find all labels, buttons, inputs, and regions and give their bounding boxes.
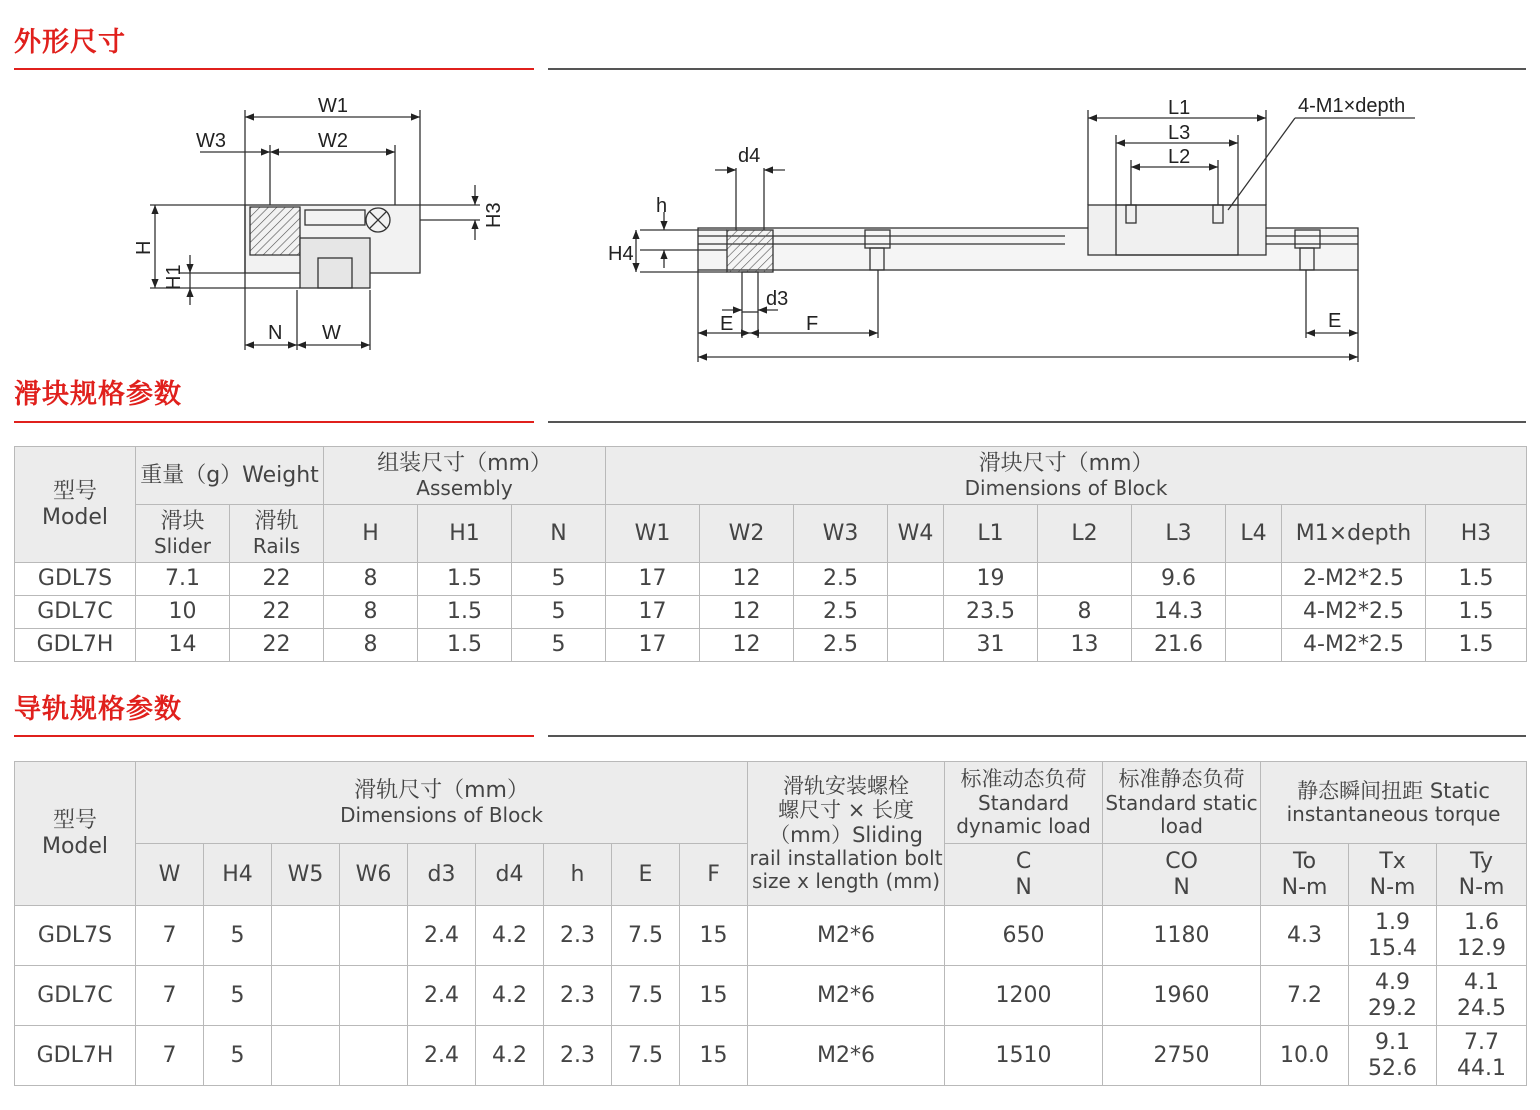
table-cell: 31 <box>944 629 1038 662</box>
header-col: d3 <box>408 844 476 906</box>
header-slider: 滑块 Slider <box>136 505 230 563</box>
table-cell: 10.0 <box>1261 1026 1349 1086</box>
header-rails: 滑轨 Rails <box>230 505 324 563</box>
table-cell: 1.5 <box>418 563 512 596</box>
rail-spec-table <box>14 761 1527 1086</box>
header-col: L3 <box>1132 505 1226 563</box>
label-w1: W1 <box>318 95 348 117</box>
label-n: N <box>268 322 283 344</box>
torque-cell-tx <box>1349 1026 1437 1086</box>
table-cell: 7.5 <box>612 1026 680 1086</box>
label-l3: L3 <box>1168 122 1191 144</box>
table-cell: 2.5 <box>794 596 888 629</box>
header-ty: Ty N-m <box>1437 844 1527 906</box>
table-cell: 5 <box>204 1026 272 1086</box>
table-cell: 7.5 <box>612 966 680 1026</box>
table-cell: 1.5 <box>418 629 512 662</box>
section-title-outline: 外形尺寸 <box>14 27 126 58</box>
table-cell: 12 <box>700 629 794 662</box>
table-cell: 4.3 <box>1261 906 1349 966</box>
table-cell: 23.5 <box>944 596 1038 629</box>
label-f: F <box>806 313 819 335</box>
table-cell: 12 <box>700 596 794 629</box>
torque-value: 9.1 <box>1375 1030 1411 1056</box>
header-block-dimensions: 滑块尺寸（mm） Dimensions of Block <box>606 447 1527 505</box>
table-cell: 1180 <box>1103 906 1261 966</box>
table-cell: 2-M2*2.5 <box>1282 563 1426 596</box>
block-side-view <box>1088 205 1266 255</box>
torque-value: 24.5 <box>1457 995 1507 1021</box>
section-divider-red <box>14 421 534 423</box>
table-row <box>15 906 1527 966</box>
table-row <box>15 966 1527 1026</box>
torque-value: 12.9 <box>1457 935 1507 961</box>
header-col: H4 <box>204 844 272 906</box>
table-cell: 19 <box>944 563 1038 596</box>
table-cell: 5 <box>204 906 272 966</box>
table-cell: 15 <box>680 906 748 966</box>
section-divider-grey <box>548 421 1526 423</box>
table-cell: 4-M2*2.5 <box>1282 596 1426 629</box>
table-cell <box>888 629 944 662</box>
table-cell: 17 <box>606 596 700 629</box>
header-dynamic-unit: C N <box>945 844 1103 906</box>
table-cell <box>1226 629 1282 662</box>
table-row <box>15 563 1527 596</box>
table-cell: M2*6 <box>748 966 945 1026</box>
torque-cell-ty <box>1437 966 1527 1026</box>
label-w2: W2 <box>318 130 348 152</box>
model-cell: GDL7C <box>15 596 136 629</box>
table-cell: 4-M2*2.5 <box>1282 629 1426 662</box>
table-cell: 7.2 <box>1261 966 1349 1026</box>
table-cell: 5 <box>512 596 606 629</box>
label-m1-depth: 4-M1×depth <box>1298 95 1406 117</box>
header-col: H <box>324 505 418 563</box>
table-cell: M2*6 <box>748 1026 945 1086</box>
header-col: W2 <box>700 505 794 563</box>
table-cell: 8 <box>1038 596 1132 629</box>
block-spec-table <box>14 446 1527 662</box>
table-cell: 5 <box>204 966 272 1026</box>
table-cell <box>340 1026 408 1086</box>
table-cell: 12 <box>700 563 794 596</box>
header-col: L4 <box>1226 505 1282 563</box>
table-cell: 7 <box>136 906 204 966</box>
model-cell: GDL7S <box>15 906 136 966</box>
table-row <box>15 629 1527 662</box>
label-w3: W3 <box>196 130 226 152</box>
table-cell: 10 <box>136 596 230 629</box>
table-cell: 4.2 <box>476 1026 544 1086</box>
header-static-load: 标准静态负荷 Standard static load <box>1103 762 1261 844</box>
header-torque: 静态瞬间扭距 Static instantaneous torque <box>1261 762 1527 844</box>
table-cell: 14 <box>136 629 230 662</box>
torque-cell-ty <box>1437 906 1527 966</box>
header-col: W4 <box>888 505 944 563</box>
table-cell: 7 <box>136 1026 204 1086</box>
header-col: W6 <box>340 844 408 906</box>
table-cell: 1200 <box>945 966 1103 1026</box>
header-col: L2 <box>1038 505 1132 563</box>
table-cell: 2.5 <box>794 563 888 596</box>
table-cell: 7.5 <box>612 906 680 966</box>
table-cell: 15 <box>680 966 748 1026</box>
model-cell: GDL7H <box>15 629 136 662</box>
header-col: W3 <box>794 505 888 563</box>
table-cell <box>888 563 944 596</box>
torque-value: 7.7 <box>1464 1030 1500 1056</box>
table-cell <box>1226 596 1282 629</box>
header-col: W1 <box>606 505 700 563</box>
table-cell <box>888 596 944 629</box>
header-bolt: 滑轨安装螺栓 螺尺寸 × 长度 （mm）Sliding rail installation bolt size x length (mm) <box>748 762 945 906</box>
table-cell <box>272 906 340 966</box>
label-w: W <box>322 322 341 344</box>
table-cell: 2.4 <box>408 1026 476 1086</box>
table-cell: 8 <box>324 629 418 662</box>
label-h-small: h <box>656 195 668 217</box>
table-cell <box>340 906 408 966</box>
header-assembly: 组装尺寸（mm） Assembly <box>324 447 606 505</box>
torque-value: 4.9 <box>1375 970 1411 996</box>
table-cell: 1960 <box>1103 966 1261 1026</box>
table-cell: 1.5 <box>418 596 512 629</box>
table-cell: 2750 <box>1103 1026 1261 1086</box>
header-model: 型号 Model <box>15 447 136 563</box>
section-divider-red <box>14 735 534 737</box>
table-cell <box>1226 563 1282 596</box>
table-cell <box>1038 563 1132 596</box>
header-col: W5 <box>272 844 340 906</box>
label-d3: d3 <box>766 288 789 310</box>
header-col: d4 <box>476 844 544 906</box>
table-cell: 2.4 <box>408 906 476 966</box>
torque-value: 15.4 <box>1368 935 1418 961</box>
table-cell: 5 <box>512 629 606 662</box>
torque-value: 1.6 <box>1464 910 1500 936</box>
table-cell: 14.3 <box>1132 596 1226 629</box>
table-cell: 5 <box>512 563 606 596</box>
header-col: H3 <box>1426 505 1527 563</box>
table-cell: 13 <box>1038 629 1132 662</box>
torque-cell-tx <box>1349 906 1437 966</box>
label-h: H <box>133 240 155 255</box>
label-h4: H4 <box>608 243 634 265</box>
table-cell <box>272 966 340 1026</box>
table-cell: 7.1 <box>136 563 230 596</box>
table-cell: 22 <box>230 563 324 596</box>
torque-value: 29.2 <box>1368 995 1418 1021</box>
table-cell: 1.5 <box>1426 596 1527 629</box>
label-e-left: E <box>720 313 734 335</box>
header-col: W <box>136 844 204 906</box>
header-col: M1×depth <box>1282 505 1426 563</box>
table-cell: 1510 <box>945 1026 1103 1086</box>
label-d4: d4 <box>738 145 761 167</box>
header-static-unit: CO N <box>1103 844 1261 906</box>
table-row <box>15 596 1527 629</box>
table-cell: 4.2 <box>476 966 544 1026</box>
header-col: E <box>612 844 680 906</box>
table-cell: 22 <box>230 629 324 662</box>
table-cell: 7 <box>136 966 204 1026</box>
table-cell: 22 <box>230 596 324 629</box>
table-cell: 17 <box>606 563 700 596</box>
table-cell <box>340 966 408 1026</box>
table-cell: 2.3 <box>544 966 612 1026</box>
header-col: N <box>512 505 606 563</box>
dimension-drawing <box>0 60 1540 370</box>
table-row <box>15 1026 1527 1086</box>
table-cell: 4.2 <box>476 906 544 966</box>
header-col: h <box>544 844 612 906</box>
section-divider-grey <box>548 735 1526 737</box>
table-cell: 1.5 <box>1426 563 1527 596</box>
section-title-rail-spec: 导轨规格参数 <box>14 694 182 725</box>
table-cell: 21.6 <box>1132 629 1226 662</box>
label-l2: L2 <box>1168 146 1191 168</box>
section-title-block-spec: 滑块规格参数 <box>14 379 182 410</box>
table-cell: 2.3 <box>544 1026 612 1086</box>
table-cell: 9.6 <box>1132 563 1226 596</box>
torque-value: 52.6 <box>1368 1055 1418 1081</box>
model-cell: GDL7S <box>15 563 136 596</box>
header-col: H1 <box>418 505 512 563</box>
table-cell <box>272 1026 340 1086</box>
torque-value: 4.1 <box>1464 970 1500 996</box>
table-cell: 15 <box>680 1026 748 1086</box>
rail-cross-section <box>300 238 370 288</box>
header-model: 型号 Model <box>15 762 136 906</box>
header-rail-dimensions: 滑轨尺寸（mm） Dimensions of Block <box>136 762 748 844</box>
table-cell: 1.5 <box>1426 629 1527 662</box>
header-weight: 重量（g）Weight <box>136 447 324 505</box>
table-cell: 650 <box>945 906 1103 966</box>
table-cell: 8 <box>324 596 418 629</box>
header-col: L1 <box>944 505 1038 563</box>
label-h3: H3 <box>483 202 505 228</box>
header-dynamic-load: 标准动态负荷 Standard dynamic load <box>945 762 1103 844</box>
label-l1: L1 <box>1168 97 1191 119</box>
torque-cell-ty <box>1437 1026 1527 1086</box>
table-cell: 2.3 <box>544 906 612 966</box>
header-to: To N-m <box>1261 844 1349 906</box>
torque-cell-tx <box>1349 966 1437 1026</box>
label-e-right: E <box>1328 310 1342 332</box>
model-cell: GDL7H <box>15 1026 136 1086</box>
table-cell: 17 <box>606 629 700 662</box>
table-cell: 2.5 <box>794 629 888 662</box>
model-cell: GDL7C <box>15 966 136 1026</box>
label-h1: H1 <box>163 264 185 290</box>
table-cell: 8 <box>324 563 418 596</box>
table-cell: M2*6 <box>748 906 945 966</box>
table-cell: 2.4 <box>408 966 476 1026</box>
torque-value: 44.1 <box>1457 1055 1507 1081</box>
torque-value: 1.9 <box>1375 910 1411 936</box>
header-col: F <box>680 844 748 906</box>
header-tx: Tx N-m <box>1349 844 1437 906</box>
